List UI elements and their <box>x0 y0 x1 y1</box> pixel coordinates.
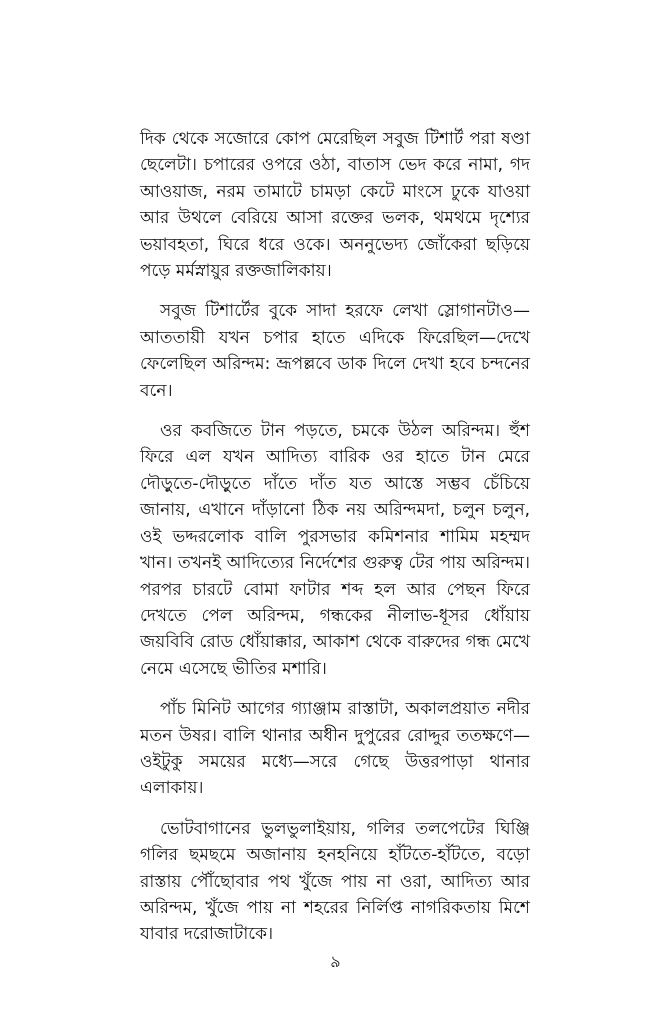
paragraph: দিক থেকে সজোরে কোপ মেরেছিল সবুজ টিশার্ট পরা ষণ্ডা ছেলেটা। চপারের ওপরে ওঠা, বাতাস ভেদ করে নামা, গদ আওয়াজ, নরম তামাটে চামড়া কেটে মাংসে ঢুকে যাওয়া আর উথলে বেরিয়ে আসা রক্তের ভলক, থমথমে দৃশ্যের ভয়াবহতা, ঘিরে ধরে ওকে। অননুভেদ্য জোঁকেরা ছড়িয়ে পড়ে মর্মস্নায়ুর রক্তজালিকায়। <box>140 129 530 282</box>
body-text <box>140 126 530 962</box>
paragraph: ভোটবাগানের ভুলভুলাইয়ায়, গলির তলপেটের ঘিঞ্জি গলির ছমছমে অজানায় হনহনিয়ে হাঁটতে-হাঁটতে, বড়ো রাস্তায় পৌঁছোবার পথ খুঁজে পায় না ওরা, আদিত্য আর অরিন্দম, খুঁজে পায় না শহরের নির্লিপ্ত নাগরিকতায় মিশে যাবার দরোজাটাকে। <box>140 818 530 945</box>
page-number: ৯ <box>330 952 341 971</box>
paragraph: ওর কবজিতে টান পড়তে, চমকে উঠল অরিন্দম। হুঁশ ফিরে এল যখন আদিত্য বারিক ওর হাতে টান মেরে দৌড়ুতে-দৌড়ুতে দাঁতে দাঁত যত আস্তে সম্ভব চেঁচিয়ে জানায়, এখানে দাঁড়ানো ঠিক নয় অরিন্দমদা, চলুন চলুন, ওই ভদ্দরলোক বালি পুরসভার কমিশনার শামিম মহম্মদ খান। তখনই আদিত্যের নির্দেশের গুরুত্ব টের পায় অরিন্দম। পরপর চারটে বোমা ফাটার শব্দ হল আর পেছন ফিরে দেখতে পেল অরিন্দম, গন্ধকের নীলাভ-ধূসর ধোঁয়ায় জয়বিবি রোড ধোঁয়াক্কার, আকাশ থেকে বারুদের গন্ধ মেখে নেমে এসেছে ভীতির মশারি। <box>140 421 530 679</box>
paragraph: সবুজ টিশার্টের বুকে সাদা হরফে লেখা স্লোগানটাও—আততায়ী যখন চপার হাতে এদিকে ফিরেছিল—দেখে ফেলেছিল অরিন্দম: ভ্রূপল্লবে ডাক দিলে দেখা হবে চন্দনের বনে। <box>140 301 530 401</box>
paragraph: পাঁচ মিনিট আগের গ্যাঞ্জাম রাস্তাটা, অকালপ্রয়াত নদীর মতন উষর। বালি থানার অধীন দুপুরের রোদ্দুর ততক্ষণে—ওইটুকু সময়ের মধ্যে—সরে গেছে উত্তরপাড়া থানার এলাকায়। <box>140 699 530 799</box>
